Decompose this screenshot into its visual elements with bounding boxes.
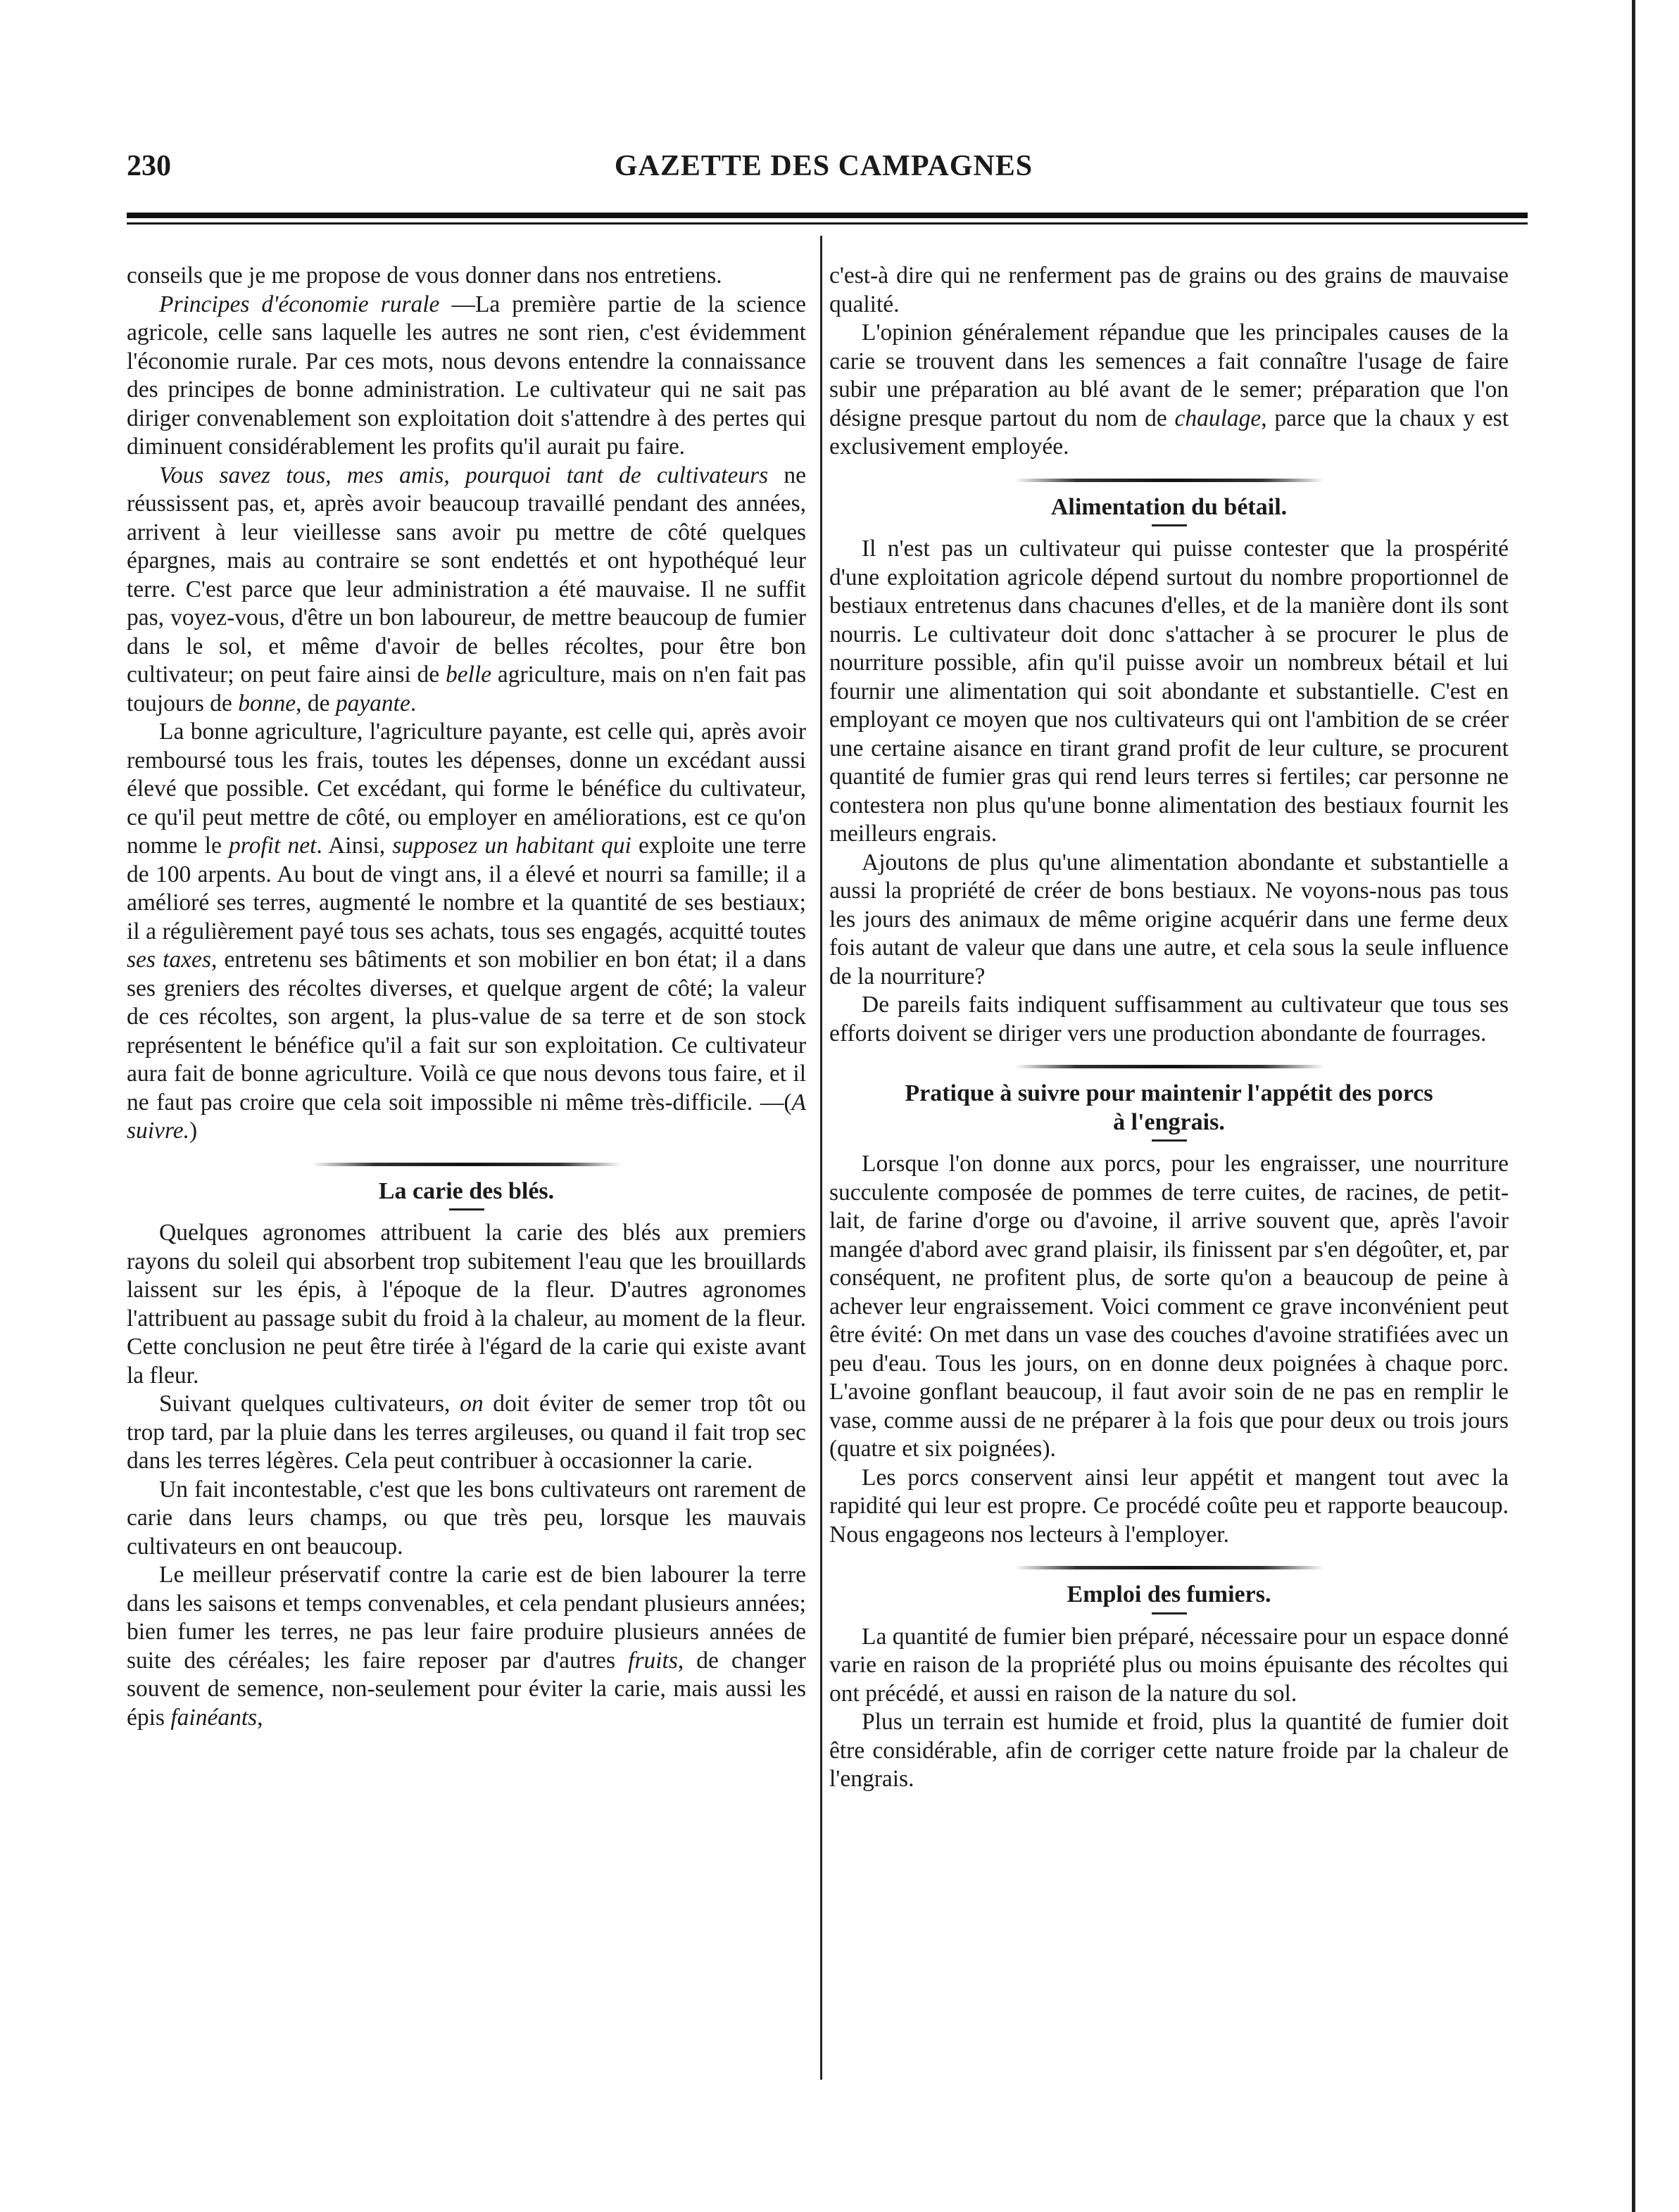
paragraph-cont-tail: c'est-à dire qui ne renferment pas de grains ou des grains de mauvaise qualité. [829,263,1509,317]
agri-mid-text: agriculture, mais on n'en fait pas toujours de [127,662,806,716]
word-bonne: bonne [238,690,296,716]
column-separator [820,236,822,2080]
section-title-fumiers: Emploi des fumiers. [1067,1581,1271,1607]
phrase-supposez: supposez un habitant qui [392,833,631,859]
carie-2-text-b: doit éviter de semer trop tôt ou trop tard, par la pluie dans les terres argileuses, ou quand il fait trop sec dans les terres légères. Cela peut contribuer à occasionner la carie. [127,1391,806,1474]
word-faineants: fainéants [170,1704,258,1731]
section-separator [1014,479,1324,482]
title-dash [1152,1612,1187,1614]
header-rule-thick [127,213,1528,218]
carie-4-text-b: , de changer souvent de semence, non-seulement pour éviter la carie, mais aussi les épis [127,1647,806,1731]
section-title-porcs-line1: Pratique à suivre pour maintenir l'appétit des porcs [905,1080,1433,1106]
bonne-agri-text-a: La bonne agriculture, l'agriculture payante, est celle qui, après avoir remboursé tous les frais, toutes les dépenses, donne un excédant aussi élevé que possible. Cet excédant, qui forme le bénéfice du cultivateur, ce qu'il peut mettre de côté, ou employer en améliorations, est ce qu'on nomme le [127,719,806,859]
paragraph-fumiers-2: Plus un terrain est humide et froid, plus la quantité de fumier doit être considérable, afin de corriger cette nature froide par la chaleur de l'engrais. [829,1709,1509,1792]
page-number: 230 [127,150,171,182]
bonne-agri-text-d: , entretenu ses bâtiments et son mobilier en bon état; il a dans ses greniers des récoltes diverses, et quelque argent de côté; la valeur de ces récoltes, son argent, la plus-value de sa terre et de son stock représentent le bénéfice qu'il a fait sur son exploitation. Ce cultivateur aura fait de bonne agriculture. Voilà ce que nous devons tous faire, et il ne faut pas croire que cela soit impossible ni même très-difficile. —( [127,947,806,1116]
vous-savez-italic: Vous savez tous, mes amis, pourquoi tant de cultivateurs [159,462,769,488]
paragraph-porcs-1: Lorsque l'on donne aux porcs, pour les engraisser, une nourriture succulente composée de pommes de terre cuites, de racines, de petit-lait, de farine d'orge ou d'avoine, il arrive souvent que, après l'avoir mangée d'abord avec grand plaisir, ils finissent par s'en dégoûter, et, par conséquent, ne profitent plus, de sorte qu'on a beaucoup de peine à achever leur engraissement. Voici comment ce grave inconvénient peut être évité: On met dans un vase des couches d'avoine stratifiées avec un peu d'eau. Tous les jours, on en donne deux poignées à chaque porc. L'avoine gonflant beaucoup, il faut avoir soin de ne pas en remplir le vase, comme aussi de ne préparer à la fois que pour deux ou trois jours (quatre et six poignées). [829,1151,1509,1462]
de-sep-text: , de [296,690,336,716]
paragraph-carie-4 [127,1561,806,1732]
paragraph-principes [127,291,806,462]
page-header [127,149,1521,191]
a-suivre: A suivre. [127,1089,806,1144]
paragraph-vous-savez [127,462,806,719]
paragraph-carie-2 [127,1390,806,1476]
end-dot-text: . [410,690,417,716]
phrase-ses-taxes: ses taxes [127,947,211,973]
section-separator [1014,1065,1324,1068]
binding-margin-line [1632,0,1635,2212]
bonne-agri-text-c: exploite une terre de 100 arpents. Au bout de vingt ans, il a élevé et nourri sa famille; il a amélioré ses terres, augmenté le nombre et la quantité de ses bestiaux; il a régulièrement payé tous ses achats, tous ses engagés, acquitté toutes [127,833,806,944]
paragraph-porcs-2: Les porcs conservent ainsi leur appétit et mangent tout avec la rapidité qui leur est propre. Ce procédé coûte peu et rapporte beaucoup. Nous engageons nos lecteurs à l'employer. [829,1464,1509,1548]
section-title-alimentation: Alimentation du bétail. [1050,493,1288,520]
word-fruits: fruits [628,1647,678,1674]
section-separator [1014,1566,1324,1569]
carie-2-text-a: Suivant quelques cultivateurs, [159,1391,460,1417]
title-dash [1152,1139,1187,1142]
principes-label: Principes d'économie rurale [159,291,440,317]
header-rule-thin [127,222,1528,225]
opinion-text-a: L'opinion généralement répandue que les principales causes de la carie se trouvent dans les semences a fait connaître l'usage de faire subir une préparation au blé avant de le semer; préparation que l'on désigne presque partout du nom de [829,320,1509,431]
word-chaulage: chaulage [1174,405,1262,431]
paragraph-fumiers-1: La quantité de fumier bien préparé, nécessaire pour un espace donné varie en raison de la propriété plus ou moins épuisante des récoltes qui ont précédé, et aussi en raison de la nature du sol. [829,1623,1509,1707]
section-separator [312,1163,622,1166]
paragraph-intro-tail: conseils que je me propose de vous donner dans nos entretiens. [127,263,722,289]
paragraph-alim-2: Ajoutons de plus qu'une alimentation abondante et substantielle a aussi la propriété de créer de bons bestiaux. Ne voyons-nous pas tous les jours des animaux de même origine acquérir dans une ferme deux fois autant de valeur que dans une autre, et cela sous la seule influence de la nourriture? [829,849,1509,990]
left-column [127,262,806,1732]
word-belle: belle [445,662,492,688]
paragraph-carie-1: Quelques agronomes attribuent la carie des blés aux premiers rayons du soleil qui absorbent trop subitement l'eau que les brouillards laissent sur les épis, à l'époque de la fleur. D'autres agronomes l'attribuent au passage subit du froid à la chaleur, au moment de la fleur. Cette conclusion ne peut être tirée à l'égard de la carie qui existe avant la fleur. [127,1220,806,1389]
title-dash [449,1208,484,1211]
right-column [829,262,1509,1794]
carie-4-text-a: Le meilleur préservatif contre la carie est de bien labourer la terre dans les saisons et temps convenables, et cela pendant plusieurs années; bien fumer les terres, ne pas leur faire produire plusieurs années de suite des céréales; les faire reposer par d'autres [127,1562,806,1674]
paragraph-opinion [829,319,1509,462]
word-profit-net: profit net [229,833,317,859]
section-title-carie: La carie des blés. [378,1177,555,1204]
paragraph-alim-1: Il n'est pas un cultivateur qui puisse contester que la prospérité d'une exploitation agricole dépend surtout du nombre proportionnel de bestiaux entretenus dans chacunes d'elles, et de la manière dont ils sont nourris. Le cultivateur doit donc s'attacher à se procurer le plus de nourriture possible, afin qu'il puisse avoir un nombreux bétail et lui fournir une alimentation qui soit abondante et substantielle. C'est en employant ce moyen que nos cultivateurs qui ont l'ambition de se créer une certaine aisance en tirant grand profit de leur culture, se procurent quantité de fumier gras qui rend leurs terres si fertiles; car personne ne contestera non plus qu'une bonne alimentation des bestiaux fournit les meilleurs engrais. [829,536,1509,847]
word-payante: payante [335,690,410,716]
paragraph-bonne-agriculture [127,718,806,1146]
title-dash [1152,524,1187,526]
carie-4-text-c: , [257,1704,263,1731]
paragraph-alim-3: De pareils faits indiquent suffisamment au cultivateur que tous ses efforts doivent se diriger vers une production abondante de fourrages. [829,992,1509,1047]
word-on: on [460,1391,484,1417]
paragraph-carie-3: Un fait incontestable, c'est que les bons cultivateurs ont rarement de carie dans leurs champs, ou que très peu, lorsque les mauvais cultivateurs en ont beaucoup. [127,1476,806,1560]
principes-text: —La première partie de la science agricole, celle sans laquelle les autres ne sont rien, c'est évidemment l'économie rurale. Par ces mots, nous devons entendre la connaissance des principes de bonne administration. Le cultivateur qui ne sait pas diriger convenablement son exploitation doit s'attendre à des pertes qui diminuent considérablement les profits qu'il aurait pu faire. [127,291,806,460]
section-title-porcs-line2: à l'engrais. [1113,1108,1225,1135]
opinion-text-b: , parce que la chaux y est exclusivement employée. [829,405,1509,460]
bonne-agri-text-b: . Ainsi, [316,833,393,859]
journal-title: GAZETTE DES CAMPAGNES [614,150,1033,182]
close-paren: ) [189,1118,198,1144]
vous-savez-text: ne réussissent pas, et, après avoir beaucoup travaillé pendant des années, arrivent à leur vieillesse sans avoir pu mettre de côté quelques épargnes, mais au contraire se sont endettés et ont hypothéqué leur terre. C'est parce que leur administration a été mauvaise. Il ne suffit pas, voyez-vous, d'être un bon laboureur, de mettre beaucoup de fumier dans le sol, et même d'avoir de belles récoltes, pour être bon cultivateur; on peut faire ainsi de [127,462,807,688]
